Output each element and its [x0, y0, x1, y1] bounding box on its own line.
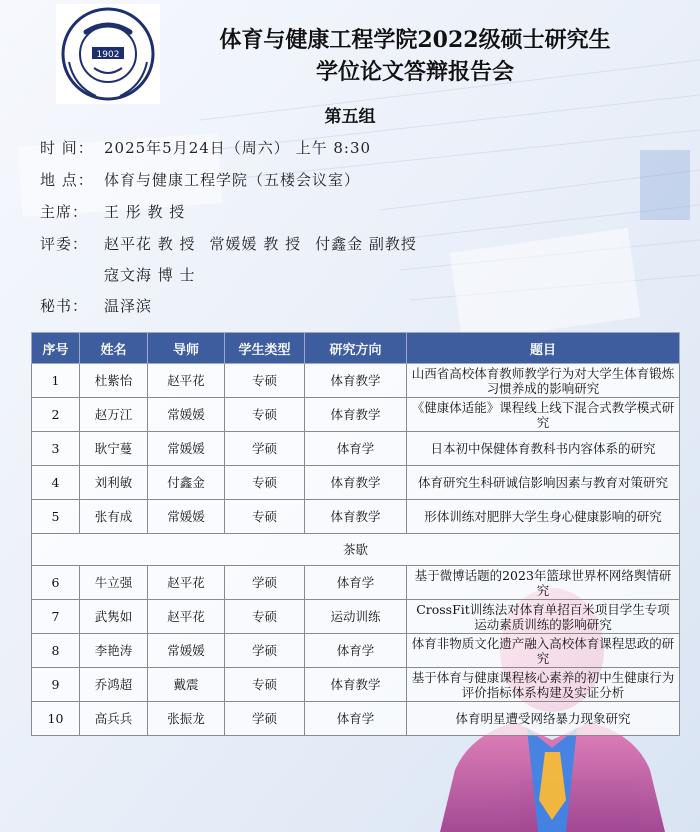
cell-topic: 日本初中保健体育教科书内容体系的研究	[407, 432, 680, 466]
cell-index: 4	[32, 466, 80, 500]
secretary-value: 温泽滨	[104, 297, 153, 315]
table-row	[32, 600, 680, 634]
info-time	[40, 137, 371, 158]
cell-advisor: 赵平花	[148, 364, 225, 398]
cell-index: 7	[32, 600, 80, 634]
cell-advisor: 常媛媛	[148, 398, 225, 432]
time-value: 2025年5月24日（周六） 上午 8:30	[104, 139, 372, 157]
cell-topic: CrossFit训练法对体育单招百米项目学生专项运动素质训练的影响研究	[407, 600, 680, 634]
cell-student-type: 学硕	[225, 432, 305, 466]
defense-schedule-table	[31, 332, 680, 736]
table-row	[32, 566, 680, 600]
tea-break-row	[32, 534, 680, 566]
info-committee-line-2	[40, 264, 196, 285]
committee-member: 常媛媛 教 授	[209, 235, 302, 253]
cell-student: 牛立强	[80, 566, 148, 600]
cell-topic: 山西省高校体育教师教学行为对大学生体育锻炼习惯养成的影响研究	[407, 364, 680, 398]
title-line-1: 体育与健康工程学院2022级硕士研究生	[219, 27, 611, 53]
cell-student: 赵万江	[80, 398, 148, 432]
info-place	[40, 169, 360, 190]
column-header: 导师	[148, 333, 225, 364]
info-secretary	[40, 295, 152, 316]
tea-break-label: 茶歇	[32, 534, 680, 566]
table-row	[32, 668, 680, 702]
cell-index: 2	[32, 398, 80, 432]
cell-index: 3	[32, 432, 80, 466]
cell-advisor: 常媛媛	[148, 500, 225, 534]
column-header: 序号	[32, 333, 80, 364]
cell-student-type: 学硕	[225, 566, 305, 600]
cell-student: 武隽如	[80, 600, 148, 634]
cell-index: 6	[32, 566, 80, 600]
cell-topic: 基于体育与健康课程核心素养的初中生健康行为评价指标体系构建及实证分析	[407, 668, 680, 702]
cell-research-field: 体育教学	[305, 466, 407, 500]
column-header: 研究方向	[305, 333, 407, 364]
cell-research-field: 体育学	[305, 432, 407, 466]
committee-member: 付鑫金 副教授	[315, 235, 417, 253]
cell-advisor: 戴震	[148, 668, 225, 702]
page-title	[180, 24, 650, 88]
university-logo	[56, 4, 160, 104]
cell-advisor: 常媛媛	[148, 634, 225, 668]
cell-student-type: 专硕	[225, 398, 305, 432]
table-row	[32, 634, 680, 668]
cell-student: 杜紫怡	[80, 364, 148, 398]
logo-year: 1902	[96, 50, 120, 60]
column-header: 姓名	[80, 333, 148, 364]
cell-student-type: 专硕	[225, 364, 305, 398]
cell-topic: 体育非物质文化遗产融入高校体育课程思政的研究	[407, 634, 680, 668]
cell-research-field: 体育教学	[305, 668, 407, 702]
chair-value: 王 彤 教 授	[104, 203, 186, 221]
cell-research-field: 体育教学	[305, 398, 407, 432]
committee-member: 赵平花 教 授	[104, 235, 196, 253]
committee-member: 寇文海 博 士	[104, 266, 196, 284]
table-row	[32, 500, 680, 534]
cell-student: 高兵兵	[80, 702, 148, 736]
cell-topic: 《健康体适能》课程线上线下混合式教学模式研究	[407, 398, 680, 432]
time-label: 时 间：	[40, 139, 94, 157]
cell-student: 乔鸿超	[80, 668, 148, 702]
table-row	[32, 432, 680, 466]
info-committee	[40, 233, 417, 254]
cell-topic: 体育研究生科研诚信影响因素与教育对策研究	[407, 466, 680, 500]
cell-student-type: 专硕	[225, 466, 305, 500]
cell-student-type: 专硕	[225, 668, 305, 702]
cell-research-field: 体育教学	[305, 500, 407, 534]
cell-advisor: 付鑫金	[148, 466, 225, 500]
cell-student: 李艳涛	[80, 634, 148, 668]
cell-topic: 形体训练对肥胖大学生身心健康影响的研究	[407, 500, 680, 534]
cell-index: 8	[32, 634, 80, 668]
place-label: 地 点：	[40, 171, 94, 189]
cell-student-type: 学硕	[225, 634, 305, 668]
cell-student-type: 学硕	[225, 702, 305, 736]
cell-advisor: 赵平花	[148, 600, 225, 634]
table-row	[32, 398, 680, 432]
cell-student: 刘利敏	[80, 466, 148, 500]
place-value: 体育与健康工程学院（五楼会议室）	[104, 171, 361, 189]
cell-research-field: 体育学	[305, 566, 407, 600]
cell-index: 10	[32, 702, 80, 736]
title-line-2: 学位论文答辩报告会	[315, 59, 514, 85]
cell-research-field: 体育教学	[305, 364, 407, 398]
cell-advisor: 常媛媛	[148, 432, 225, 466]
cell-index: 5	[32, 500, 80, 534]
cell-advisor: 张振龙	[148, 702, 225, 736]
table-header-row	[32, 333, 680, 364]
cell-student: 张有成	[80, 500, 148, 534]
cell-index: 1	[32, 364, 80, 398]
cell-research-field: 体育学	[305, 702, 407, 736]
cell-student-type: 专硕	[225, 500, 305, 534]
column-header: 题目	[407, 333, 680, 364]
table-row	[32, 364, 680, 398]
cell-student: 耿宁蔓	[80, 432, 148, 466]
cell-index: 9	[32, 668, 80, 702]
cell-research-field: 体育学	[305, 634, 407, 668]
cell-advisor: 赵平花	[148, 566, 225, 600]
cell-research-field: 运动训练	[305, 600, 407, 634]
table-row	[32, 466, 680, 500]
committee-label: 评委：	[40, 235, 89, 253]
cell-topic: 基于微博话题的2023年篮球世界杯网络舆情研究	[407, 566, 680, 600]
table-row	[32, 702, 680, 736]
cell-student-type: 专硕	[225, 600, 305, 634]
secretary-label: 秘书：	[40, 297, 89, 315]
info-chair	[40, 201, 185, 222]
cell-topic: 体育明星遭受网络暴力现象研究	[407, 702, 680, 736]
group-heading: 第五组	[324, 107, 376, 127]
column-header: 学生类型	[225, 333, 305, 364]
chair-label: 主席：	[40, 203, 89, 221]
